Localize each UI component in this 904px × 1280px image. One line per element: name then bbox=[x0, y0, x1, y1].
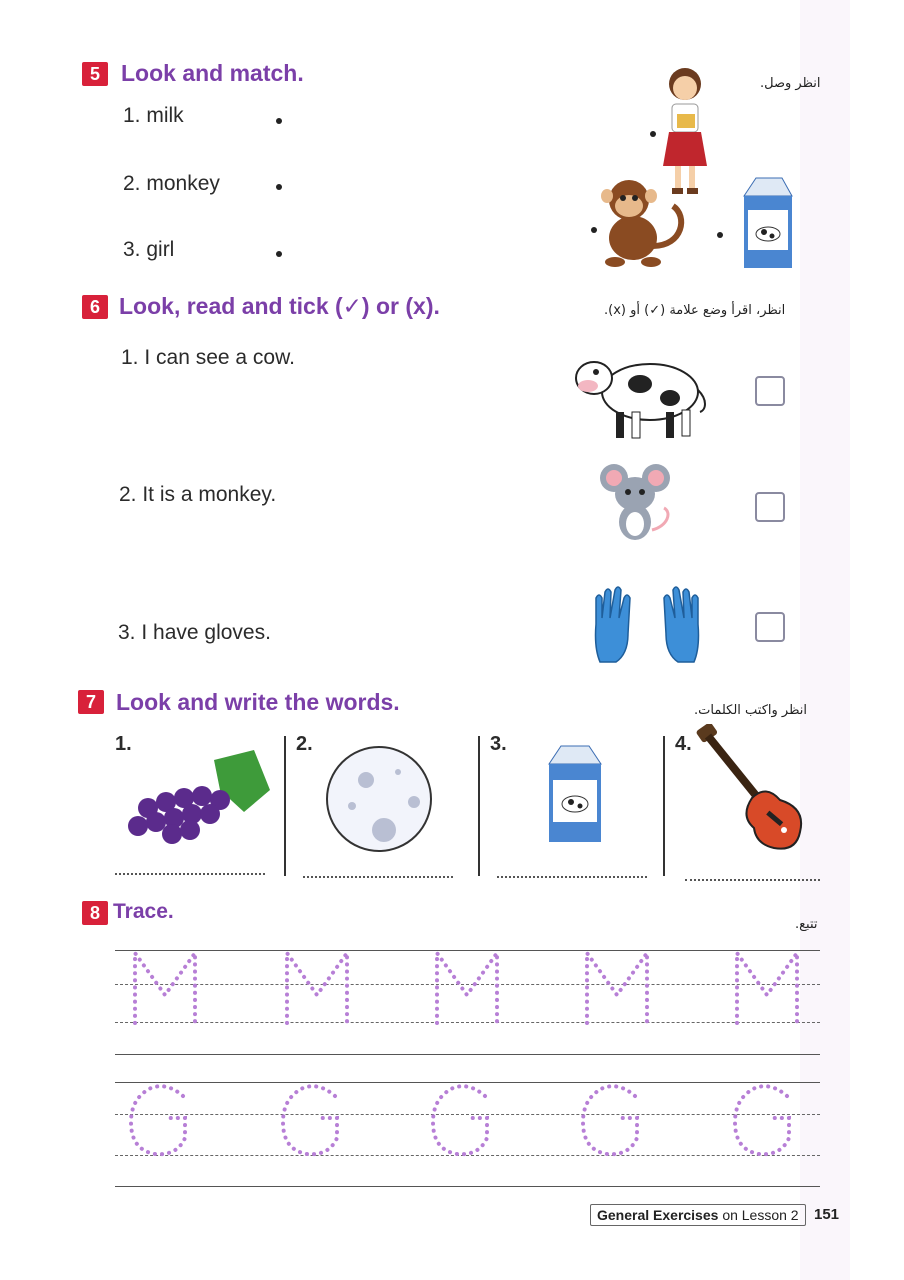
section6-title-end: . bbox=[433, 293, 440, 319]
section8-number: 8 bbox=[82, 901, 108, 925]
match-item-milk: 1. milk bbox=[123, 104, 184, 127]
match-dot-girl[interactable] bbox=[650, 131, 656, 137]
page-number: 151 bbox=[814, 1206, 840, 1223]
cow-picture bbox=[570, 340, 710, 442]
write-label-4: 4. bbox=[675, 733, 692, 755]
write-line-2[interactable] bbox=[303, 876, 453, 878]
section6-cross-symbol: (x) bbox=[405, 293, 434, 319]
tick-box-gloves[interactable] bbox=[755, 612, 785, 642]
section6-tick-symbol: (✓) bbox=[335, 293, 370, 319]
trace-line-bottom-2 bbox=[115, 1186, 820, 1187]
section5-arabic: انظر وصل. bbox=[760, 76, 821, 91]
section7-arabic: انظر واكتب الكلمات. bbox=[694, 703, 808, 718]
tick-sentence-1: 1. I can see a cow. bbox=[121, 346, 295, 369]
grapes-picture bbox=[124, 750, 272, 846]
write-label-2: 2. bbox=[296, 733, 313, 755]
milk-carton-picture bbox=[738, 174, 796, 272]
guitar-picture bbox=[696, 724, 814, 854]
divider-2 bbox=[478, 736, 480, 876]
section7-title: Look and write the words. bbox=[116, 689, 400, 715]
section5-number: 5 bbox=[82, 62, 108, 86]
trace-row-g[interactable] bbox=[115, 1078, 825, 1163]
moon-picture bbox=[322, 744, 436, 854]
gloves-picture bbox=[588, 584, 706, 666]
match-dot-left-3[interactable] bbox=[276, 251, 282, 257]
footer-box bbox=[590, 1204, 806, 1226]
section5-title: Look and match. bbox=[121, 60, 304, 86]
milk-carton-picture-2 bbox=[543, 742, 605, 846]
section6-arabic: انظر، اقرأ وضع علامة (✓) أو (x). bbox=[604, 303, 786, 318]
write-label-1: 1. bbox=[115, 733, 132, 755]
write-line-1[interactable] bbox=[115, 873, 265, 875]
footer-bold: General Exercises bbox=[597, 1207, 719, 1223]
tick-box-monkey[interactable] bbox=[755, 492, 785, 522]
divider-1 bbox=[284, 736, 286, 876]
trace-line-bottom-1 bbox=[115, 1054, 820, 1055]
match-dot-monkey[interactable] bbox=[591, 227, 597, 233]
section8-arabic: تتبع. bbox=[795, 917, 818, 932]
tick-sentence-3: 3. I have gloves. bbox=[118, 621, 271, 644]
section8-title: Trace. bbox=[113, 900, 174, 923]
match-item-girl: 3. girl bbox=[123, 238, 175, 261]
monkey-picture bbox=[593, 176, 693, 268]
match-dot-left-2[interactable] bbox=[276, 184, 282, 190]
match-dot-left-1[interactable] bbox=[276, 118, 282, 124]
trace-row-m[interactable] bbox=[115, 945, 825, 1030]
footer-rest: on Lesson 2 bbox=[722, 1207, 799, 1223]
footer-lesson bbox=[590, 1204, 806, 1226]
section6-title bbox=[119, 293, 440, 320]
mouse-picture bbox=[598, 460, 678, 546]
write-label-3: 3. bbox=[490, 733, 507, 755]
tick-box-cow[interactable] bbox=[755, 376, 785, 406]
section6-number: 6 bbox=[82, 295, 108, 319]
match-dot-milk[interactable] bbox=[717, 232, 723, 238]
write-line-3[interactable] bbox=[497, 876, 647, 878]
section6-title-mid: or bbox=[375, 293, 399, 319]
divider-3 bbox=[663, 736, 665, 876]
tick-sentence-2: 2. It is a monkey. bbox=[119, 483, 277, 506]
section6-title-pre: Look, read and tick bbox=[119, 293, 329, 319]
write-line-4[interactable] bbox=[685, 879, 820, 881]
section7-number: 7 bbox=[78, 690, 104, 714]
match-item-monkey: 2. monkey bbox=[123, 172, 220, 195]
